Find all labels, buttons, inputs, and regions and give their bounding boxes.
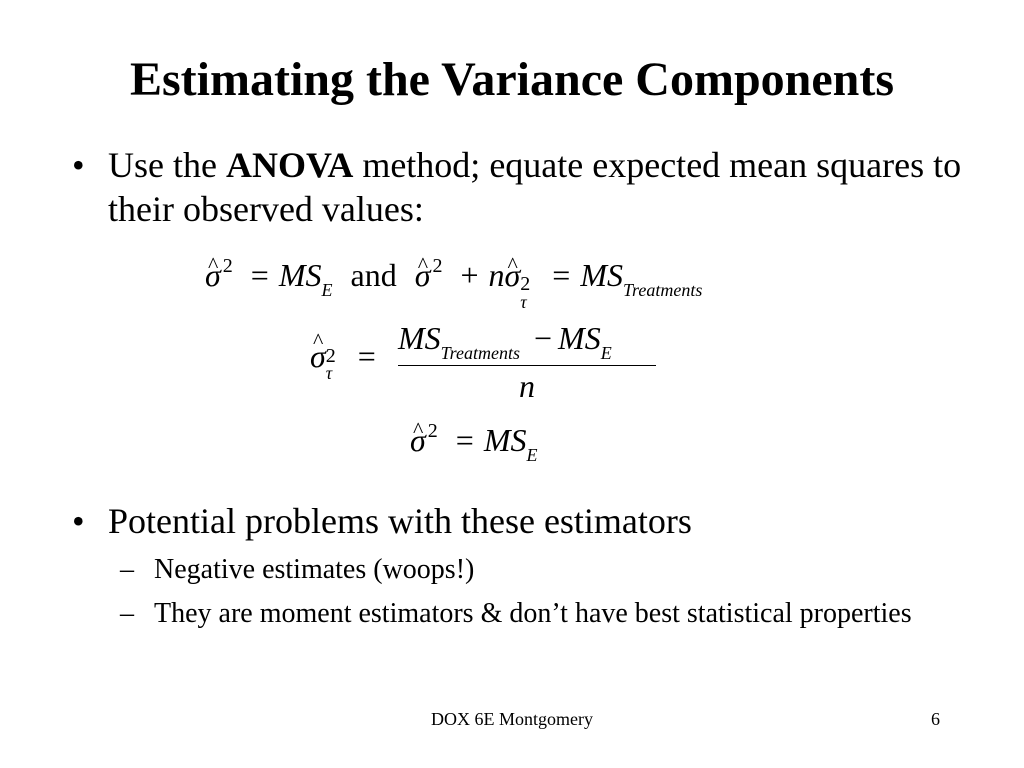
minus-sign: − [534, 320, 553, 356]
fraction-denominator: n [519, 368, 535, 404]
subscript-treatments: Treatments [440, 343, 520, 363]
subscript-e: E [526, 445, 538, 465]
bullet-marker: • [72, 145, 85, 185]
equation-expected-mean-squares [205, 255, 703, 312]
exponent: 2 [325, 345, 336, 367]
subscript-e: E [321, 280, 333, 300]
equals-sign: = [552, 257, 571, 293]
ms-symbol: MS [278, 257, 322, 293]
equation-sigma-estimate [410, 420, 537, 465]
slide-title: Estimating the Variance Components [129, 53, 895, 106]
bullet-text-post: method; equate expected mean squares to their observed values: [108, 145, 962, 229]
equation-sigma-tau-estimate [310, 318, 710, 408]
ms-symbol: MS [558, 320, 601, 356]
plus-sign: + [460, 257, 479, 293]
sigma-hat: ^ σ [410, 420, 426, 460]
bullet-text [108, 143, 968, 231]
exponent: 2 [427, 420, 438, 442]
footer-text: DOX 6E Montgomery [431, 709, 593, 729]
ms-symbol: MS [398, 320, 441, 356]
subbullet-marker: – [120, 554, 134, 585]
subscript-tau: τ [325, 363, 333, 383]
subbullet-text: They are moment estimators & don’t have best statistical properties [154, 598, 912, 629]
equals-sign: = [357, 338, 376, 374]
and-word: and [350, 257, 397, 293]
bullet-marker: • [72, 501, 85, 541]
ms-symbol: MS [580, 257, 623, 293]
ms-symbol: MS [483, 422, 527, 458]
sigma-hat: ^ σ [505, 255, 521, 295]
equation-lhs [310, 338, 386, 383]
fraction-numerator [398, 318, 656, 363]
sigma-hat: ^ σ [310, 338, 326, 375]
bullet-text: Potential problems with these estimators [108, 501, 692, 541]
subbullet-text: Negative estimates (woops!) [154, 554, 475, 585]
bullet-text-pre: Use the [108, 145, 226, 185]
equals-sign: = [250, 257, 269, 293]
sigma-hat: ^ σ [415, 255, 431, 295]
subbullet-marker: – [120, 598, 134, 629]
sigma-hat: ^ σ [205, 255, 221, 295]
exponent: 2 [222, 255, 233, 277]
page-number: 6 [931, 709, 940, 729]
exponent: 2 [432, 255, 443, 277]
subscript-treatments: Treatments [623, 280, 703, 300]
equals-sign: = [455, 422, 474, 458]
exponent: 2 [520, 273, 531, 295]
subscript-e: E [600, 343, 612, 363]
bullet-text-bold: ANOVA [225, 145, 354, 185]
subscript-tau: τ [520, 292, 527, 312]
fraction [398, 318, 656, 406]
n-symbol: n [488, 257, 505, 293]
